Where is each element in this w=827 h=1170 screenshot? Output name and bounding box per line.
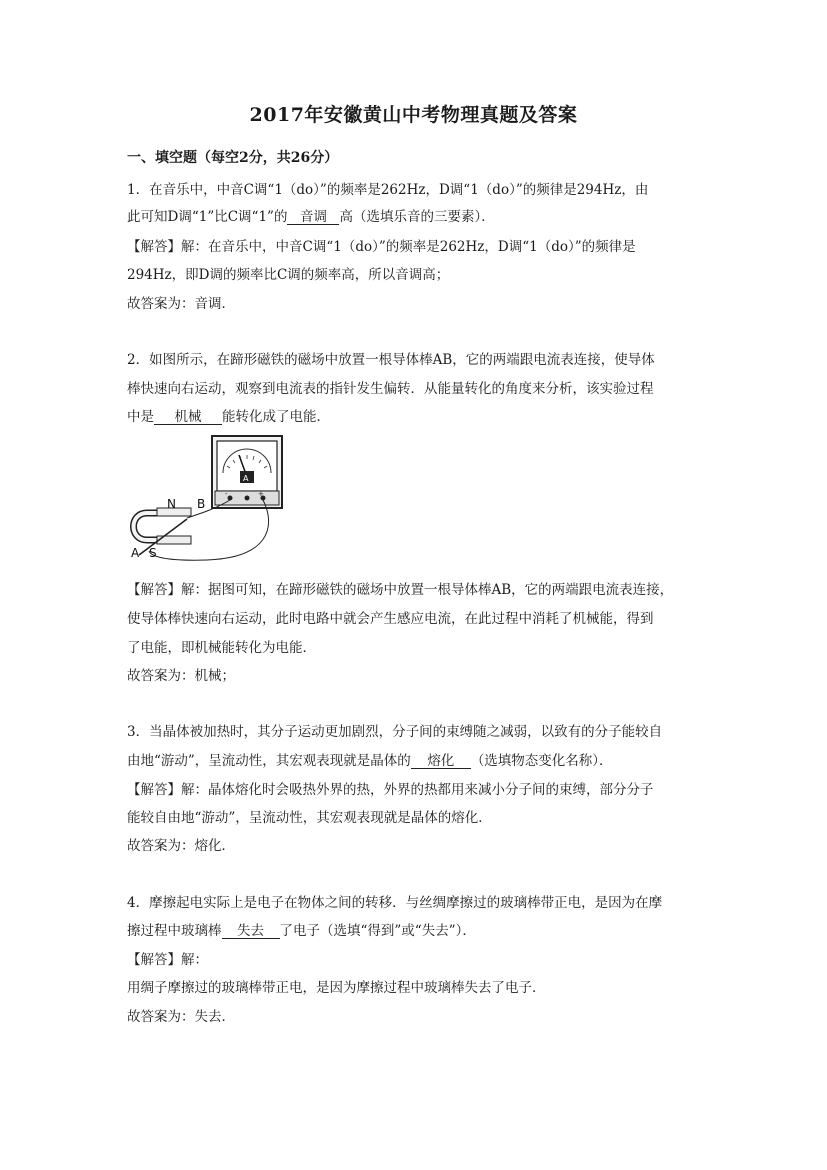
magnet-ammeter-figure bbox=[127, 433, 287, 568]
q2-line-2: 棒快速向右运动，观察到电流表的指针发生偏转．从能量转化的角度来分析，该实验过程 bbox=[127, 381, 654, 397]
q1-solution-1: 【解答】解：在音乐中，中音C调“1（do）”的频率是262Hz，D调“1（do）”的频律是 bbox=[127, 239, 636, 255]
q4-final-answer: 故答案为：失去． bbox=[127, 1009, 235, 1025]
q4-solution-2: 用绸子摩擦过的玻璃棒带正电，是因为摩擦过程中玻璃棒失去了电子． bbox=[127, 980, 546, 996]
q3-solution-1: 【解答】解：晶体熔化时会吸热外界的热，外界的热都用来减小分子间的束缚，部分分子 bbox=[127, 782, 654, 798]
q4-solution-1: 【解答】解： bbox=[127, 952, 208, 968]
q3-line-1: 3．当晶体被加热时，其分子运动更加剧烈，分子间的束缚随之减弱，以致有的分子能较自 bbox=[127, 724, 663, 740]
q1-line-2-pre: 此可知D调“1”比C调“1”的 bbox=[127, 209, 288, 225]
q2-line-3 bbox=[127, 405, 330, 425]
q4-line-2 bbox=[127, 919, 476, 939]
label-n: N bbox=[167, 497, 176, 511]
q2-solution-1: 【解答】解：据图可知，在蹄形磁铁的磁场中放置一根导体棒AB，它的两端跟电流表连接， bbox=[127, 582, 674, 598]
q3-line-2-pre: 由地“游动”，呈流动性，其宏观表现就是晶体的 bbox=[127, 753, 411, 769]
ammeter-icon bbox=[212, 436, 282, 508]
q1-answer-blank: 音调 bbox=[287, 210, 339, 225]
q1-solution-2: 294Hz，即D调的频率比C调的频率高，所以音调高； bbox=[127, 267, 450, 283]
label-b: B bbox=[197, 497, 206, 511]
q4-line-2-post: 了电子（选填“得到”或“失去”）． bbox=[279, 923, 476, 939]
q2-line-1: 2．如图所示，在蹄形磁铁的磁场中放置一根导体棒AB，它的两端跟电流表连接，使导体 bbox=[127, 352, 655, 368]
label-s: S bbox=[149, 546, 157, 560]
q1-line-2-post: 高（选填乐音的三要素）． bbox=[339, 209, 495, 225]
svg-text:-: - bbox=[225, 490, 228, 498]
q3-answer-blank: 熔化 bbox=[411, 754, 471, 769]
q2-line-3-post: 能转化成了电能． bbox=[222, 409, 330, 425]
q4-answer-blank: 失去 bbox=[222, 924, 280, 939]
horseshoe-magnet-icon bbox=[134, 508, 192, 544]
svg-text:+: + bbox=[258, 490, 264, 498]
q2-solution-2: 使导体棒快速向右运动，此时电路中就会产生感应电流，在此过程中消耗了机械能，得到 bbox=[127, 611, 654, 627]
q4-line-1: 4．摩擦起电实际上是电子在物体之间的转移．与丝绸摩擦过的玻璃棒带正电，是因为在摩 bbox=[127, 895, 663, 911]
q2-solution-3: 了电能，即机械能转化为电能． bbox=[127, 640, 316, 656]
q1-final-answer: 故答案为：音调． bbox=[127, 296, 235, 312]
q1-line-1: 1．在音乐中，中音C调“1（do）”的频率是262Hz，D调“1（do）”的频律是294Hz，由 bbox=[127, 182, 649, 198]
q3-solution-2: 能较自由地“游动”，呈流动性，其宏观表现就是晶体的熔化． bbox=[127, 810, 492, 826]
section-heading: 一、填空题（每空2分，共26分） bbox=[127, 150, 339, 166]
q2-final-answer: 故答案为：机械； bbox=[127, 668, 235, 684]
q3-line-2-post: （选填物态变化名称）． bbox=[470, 753, 613, 769]
q1-line-2 bbox=[127, 205, 495, 225]
q3-line-2 bbox=[127, 749, 613, 769]
q2-line-3-pre: 中是 bbox=[127, 409, 154, 425]
label-a: A bbox=[131, 546, 140, 560]
svg-text:A: A bbox=[243, 474, 249, 483]
q3-final-answer: 故答案为：熔化． bbox=[127, 838, 235, 854]
q2-answer-blank: 机械 bbox=[154, 410, 222, 425]
page-title: 2017年安徽黄山中考物理真题及答案 bbox=[249, 104, 578, 126]
q4-line-2-pre: 擦过程中玻璃棒 bbox=[127, 923, 222, 939]
